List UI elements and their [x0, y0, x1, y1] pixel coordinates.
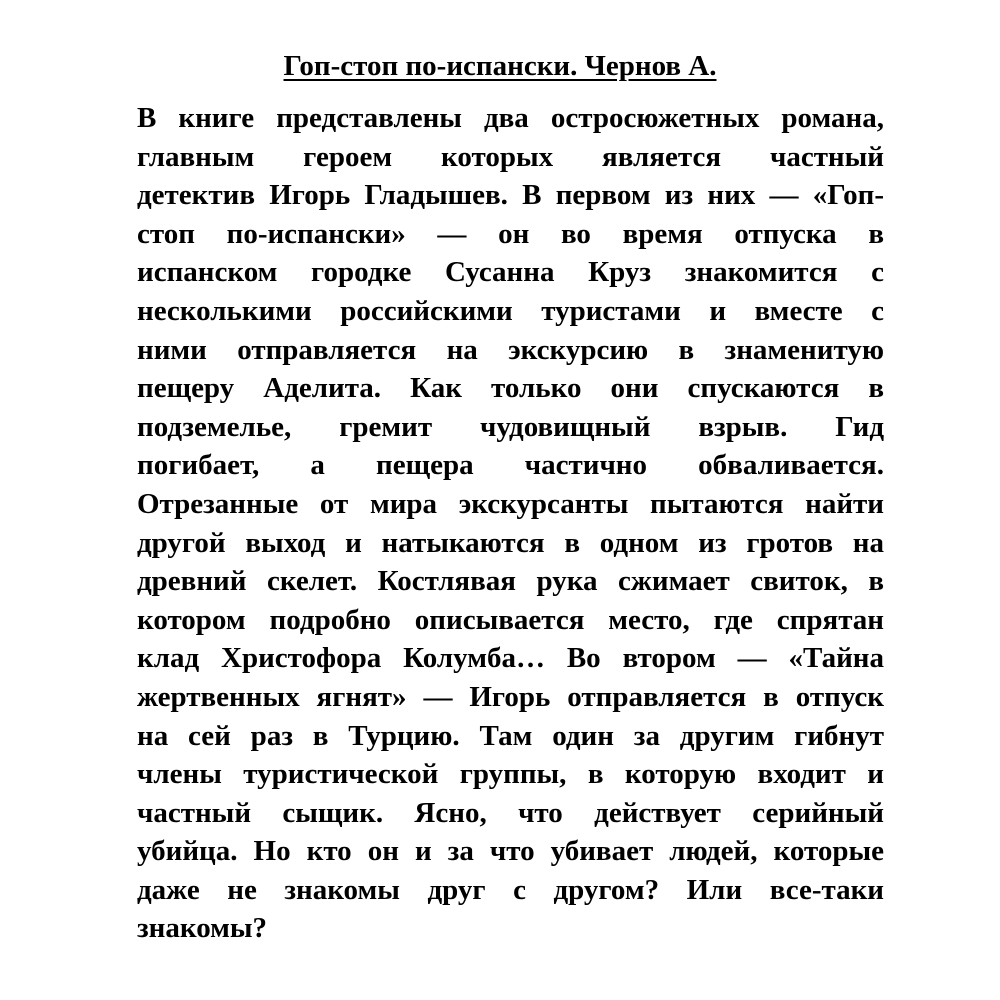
- text-line: несколькими российскими туристами и вместе с: [137, 294, 884, 327]
- document-title: [0, 46, 1000, 86]
- text-line: жертвенных ягнят» — Игорь отправляется в отпуск: [137, 680, 884, 713]
- text-line: другой выход и натыкаются в одном из гротов на: [137, 526, 884, 559]
- text-line: детектив Игорь Гладышев. В первом из них — «Гоп-: [137, 179, 884, 212]
- text-line: главным героем которых является частный: [137, 140, 884, 173]
- text-line: В книге представлены два остросюжетных романа,: [137, 102, 884, 134]
- document-title-text: Гоп-стоп по-испански. Чернов А.: [283, 50, 717, 82]
- text-line: Отрезанные от мира экскурсанты пытаются найти: [137, 487, 884, 520]
- text-line: клад Христофора Колумба… Во втором — «Тайна: [137, 642, 884, 675]
- text-line: древний скелет. Костлявая рука сжимает свиток, в: [137, 565, 884, 598]
- text-line: члены туристической группы, в которую входит и: [137, 758, 884, 791]
- text-line: погибает, а пещера частично обваливается.: [137, 449, 884, 482]
- book-description: [137, 99, 884, 948]
- text-line: убийца. Но кто он и за что убивает людей, которые: [137, 835, 884, 868]
- text-line: ними отправляется на экскурсию в знаменитую: [137, 333, 884, 366]
- text-line: испанском городке Сусанна Круз знакомится с: [137, 256, 884, 289]
- text-line: подземелье, гремит чудовищный взрыв. Гид: [137, 410, 884, 443]
- text-line: даже не знакомы друг с другом? Или все-таки: [137, 873, 884, 906]
- text-line: знакомы?: [137, 912, 268, 945]
- text-line: на сей раз в Турцию. Там один за другим гибнут: [137, 719, 884, 752]
- text-line: пещеру Аделита. Как только они спускаются в: [137, 372, 884, 405]
- text-line: частный сыщик. Ясно, что действует серийный: [137, 796, 884, 829]
- text-line: котором подробно описывается место, где спрятан: [137, 603, 884, 636]
- text-line: стоп по-испански» — он во время отпуска в: [137, 217, 884, 250]
